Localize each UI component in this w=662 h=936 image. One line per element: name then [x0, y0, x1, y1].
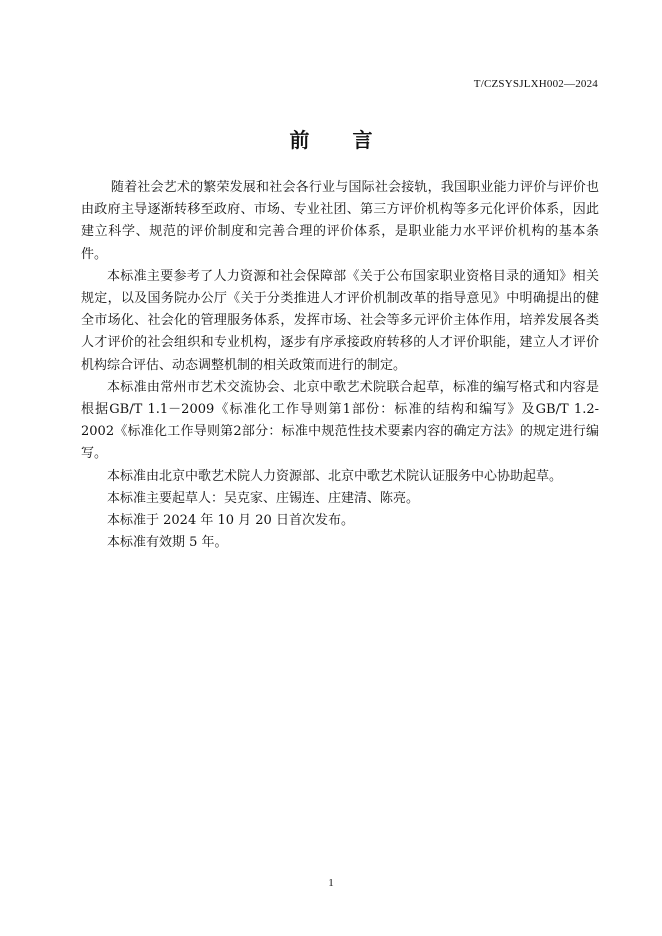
paragraph-assisting-units: 本标准由北京中歌艺术院人力资源部、北京中歌艺术院认证服务中心协助起草。: [107, 468, 563, 484]
paragraph-validity: 本标准有效期 5 年。: [107, 535, 228, 551]
page-number: 1: [328, 877, 334, 889]
document-body: [81, 177, 599, 554]
paragraph-drafting-basis: 本标准由常州市艺术交流协会、北京中歌艺术院联合起草，标准的编写格式和内容是根据GB/T 1.1－2009《标准化工作导则第1部份：标准的结构和编写》及GB/T 1.2-2002《标准化工作导则第2部分：标准中规范性技术要素内容的确定方法》的规定进行编写。: [81, 379, 599, 462]
paragraph-background: 随着社会艺术的繁荣发展和社会各行业与国际社会接轨，我国职业能力评价与评价也由政府主导逐渐转移至政府、市场、专业社团、第三方评价机构等多元化评价体系，因此建立科学、规范的评价制度和完善合理的评价体系，是职业能力水平评价机构的基本条件。: [81, 180, 599, 262]
paragraph-release-date: 本标准于 2024 年 10 月 20 日首次发布。: [107, 513, 354, 529]
paragraph-drafters: 本标准主要起草人：吴克家、庄锡连、庄建清、陈亮。: [107, 490, 420, 506]
paragraph-references: 本标准主要参考了人力资源和社会保障部《关于公布国家职业资格目录的通知》相关规定，以及国务院办公厅《关于分类推进人才评价机制改革的指导意见》中明确提出的健全市场化、社会化的管理服务体系，发挥市场、社会等多元评价主体作用，培养发展各类人才评价的社会组织和专业机构，逐步有序承接政府转移的人才评价职能，建立人才评价机构综合评估、动态调整机制的相关政策而进行的制定。: [81, 268, 599, 373]
page-title: 前 言: [289, 128, 391, 152]
document-code: T/CZSYSJLXH002—2024: [473, 78, 598, 90]
